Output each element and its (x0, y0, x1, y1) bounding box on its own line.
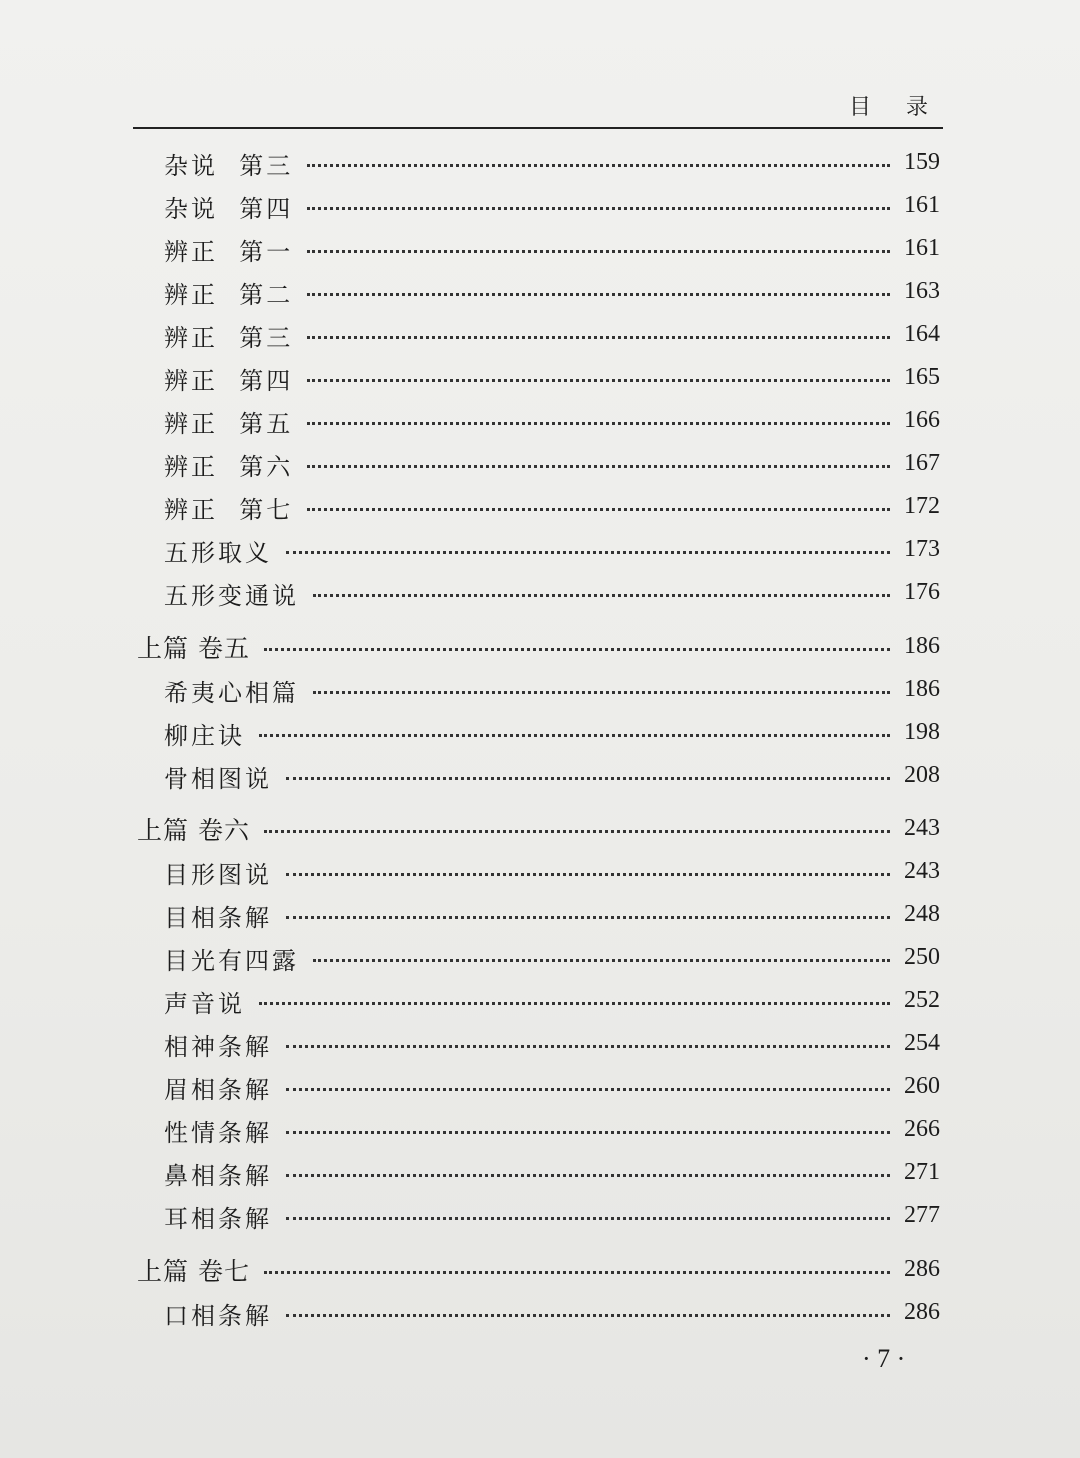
toc-entry-row (0, 895, 1080, 935)
toc-entry-row (0, 981, 1080, 1021)
toc-entry-row (0, 272, 1080, 312)
toc-entry-title: 五形取义 (164, 538, 272, 567)
toc-page-number: 161 (904, 235, 940, 261)
leader-dots (286, 551, 890, 554)
toc-entry-row (0, 143, 1080, 183)
toc-page-number: 161 (904, 192, 940, 218)
toc-page-number: 176 (904, 579, 940, 605)
toc-entry-title: 目光有四露 (164, 946, 299, 975)
toc-page-number: 164 (904, 321, 940, 347)
leader-dots (264, 830, 890, 833)
toc-section-row (0, 1250, 1080, 1290)
toc-entry-title: 五形变通说 (164, 581, 299, 610)
toc-page-number: 163 (904, 278, 940, 304)
leader-dots (307, 250, 890, 253)
leader-dots (307, 293, 890, 296)
toc-page-number: 266 (904, 1116, 940, 1142)
leader-dots (286, 1131, 890, 1134)
leader-dots (313, 594, 890, 597)
toc-page-number: 277 (904, 1202, 940, 1228)
toc-entry-row (0, 315, 1080, 355)
toc-page-number: 173 (904, 536, 940, 562)
toc-entry-row (0, 358, 1080, 398)
leader-dots (264, 1271, 890, 1274)
toc-page-number: 243 (904, 815, 940, 841)
toc-entry-row (0, 1196, 1080, 1236)
toc-entry-title: 辨正 第二 (164, 280, 294, 309)
toc-entry-title: 上篇 卷六 (137, 816, 250, 845)
toc-entry-row (0, 1067, 1080, 1107)
toc-page-number: 286 (904, 1256, 940, 1282)
leader-dots (259, 734, 890, 737)
toc-page-number: 198 (904, 719, 940, 745)
leader-dots (286, 1217, 890, 1220)
toc-entry-title: 辨正 第六 (164, 452, 294, 481)
leader-dots (264, 648, 890, 651)
toc-entry-title: 辨正 第四 (164, 366, 294, 395)
toc-page-number: 159 (904, 149, 940, 175)
toc-page-number: 252 (904, 987, 940, 1013)
toc-page-number: 186 (904, 676, 940, 702)
leader-dots (286, 916, 890, 919)
toc-page-number: 250 (904, 944, 940, 970)
toc-entry-row (0, 573, 1080, 613)
toc-entry-row (0, 487, 1080, 527)
toc-entry-title: 上篇 卷五 (137, 634, 250, 663)
toc-entry-row (0, 1293, 1080, 1333)
toc-entry-title: 骨相图说 (164, 764, 272, 793)
toc-entry-row (0, 938, 1080, 978)
toc-entry-row (0, 530, 1080, 570)
leader-dots (313, 959, 890, 962)
leader-dots (307, 465, 890, 468)
toc-entry-row (0, 444, 1080, 484)
toc-entry-title: 相神条解 (164, 1032, 272, 1061)
leader-dots (307, 508, 890, 511)
toc-page-number: 172 (904, 493, 940, 519)
toc-entry-title: 杂说 第三 (164, 151, 294, 180)
leader-dots (286, 1088, 890, 1091)
toc-entry-title: 性情条解 (164, 1118, 272, 1147)
toc-page-number: 271 (904, 1159, 940, 1185)
toc-page-number: 243 (904, 858, 940, 884)
toc-entry-title: 辨正 第三 (164, 323, 294, 352)
leader-dots (286, 777, 890, 780)
toc-entry-title: 鼻相条解 (164, 1161, 272, 1190)
toc-entry-row (0, 756, 1080, 796)
leader-dots (286, 873, 890, 876)
toc-section-row (0, 809, 1080, 849)
toc-page-number: 286 (904, 1299, 940, 1325)
toc-entry-row (0, 1110, 1080, 1150)
leader-dots (307, 379, 890, 382)
toc-page-number: 165 (904, 364, 940, 390)
running-head-title: 目 录 (849, 95, 942, 120)
toc-entry-title: 目相条解 (164, 903, 272, 932)
toc-entry-title: 辨正 第七 (164, 495, 294, 524)
toc-entry-title: 耳相条解 (164, 1204, 272, 1233)
leader-dots (307, 336, 890, 339)
toc-entry-title: 口相条解 (164, 1301, 272, 1330)
toc-entry-title: 杂说 第四 (164, 194, 294, 223)
toc-entry-title: 柳庄诀 (164, 721, 245, 750)
toc-page-number: 167 (904, 450, 940, 476)
page-folio: · 7 · (862, 1344, 906, 1373)
toc-entry-title: 上篇 卷七 (137, 1257, 250, 1286)
header-rule (133, 127, 943, 129)
toc-entry-title: 辨正 第五 (164, 409, 294, 438)
toc-entry-title: 辨正 第一 (164, 237, 294, 266)
leader-dots (307, 422, 890, 425)
toc-entry-row (0, 713, 1080, 753)
leader-dots (286, 1045, 890, 1048)
leader-dots (286, 1174, 890, 1177)
leader-dots (307, 207, 890, 210)
leader-dots (259, 1002, 890, 1005)
leader-dots (313, 691, 890, 694)
toc-page-number: 248 (904, 901, 940, 927)
toc-page-number: 208 (904, 762, 940, 788)
leader-dots (307, 164, 890, 167)
toc-entry-row (0, 401, 1080, 441)
toc-page-number: 186 (904, 633, 940, 659)
toc-entry-title: 希夷心相篇 (164, 678, 299, 707)
toc-entry-row (0, 1153, 1080, 1193)
toc-entry-title: 声音说 (164, 989, 245, 1018)
toc-entry-row (0, 670, 1080, 710)
toc-entry-title: 目形图说 (164, 860, 272, 889)
toc-entry-row (0, 1024, 1080, 1064)
toc-entry-title: 眉相条解 (164, 1075, 272, 1104)
toc-page-number: 166 (904, 407, 940, 433)
toc-entry-row (0, 852, 1080, 892)
toc-section-row (0, 627, 1080, 667)
toc-entry-row (0, 186, 1080, 226)
leader-dots (286, 1314, 890, 1317)
toc-page-number: 260 (904, 1073, 940, 1099)
toc-page-number: 254 (904, 1030, 940, 1056)
toc-entry-row (0, 229, 1080, 269)
